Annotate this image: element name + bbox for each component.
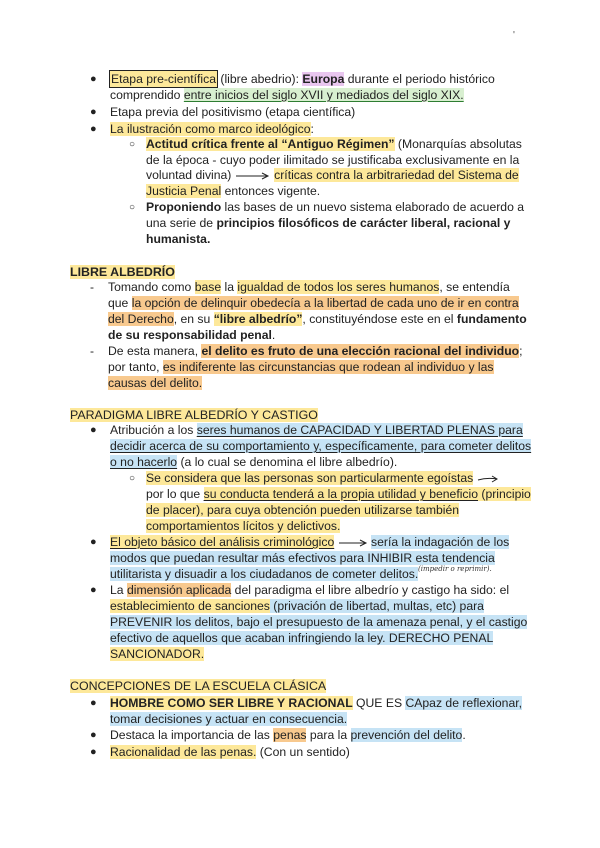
s1-bullet2: Etapa previa del positivismo (etapa científica) [110, 105, 356, 119]
s4-bullet1-line2: tomar decisiones y actuar en consecuencia. [110, 712, 348, 726]
s2-item1-line4: de su responsabilidad penal. [108, 328, 276, 342]
bullet-icon: ● [90, 584, 97, 596]
bullet-icon: ● [90, 536, 97, 548]
dash-bullet-icon: - [90, 344, 94, 358]
arrow-right-icon [477, 475, 499, 483]
s1-sub2-line1: Proponiendo las bases de un nuevo sistema elaborado de acuerdo a [146, 200, 525, 214]
s3-bullet1-line3: o no hacerlo (a lo cual se denomina el libre albedrío). [110, 455, 398, 469]
s3-bullet3-line1: La dimensión aplicada del paradigma el libre albedrío y castigo ha sido: el [110, 583, 510, 597]
s1-bullet3: La ilustración como marco ideológico: [110, 122, 314, 136]
bullet-icon: ● [90, 424, 97, 436]
arrow-right-icon [235, 172, 271, 180]
s1-bullet1-line1: Etapa pre-científica (libre abedrio): Europa durante el periodo histórico [111, 72, 495, 86]
s2-item1-line1: Tomando como base la igualdad de todos los seres humanos, se entendía [108, 280, 510, 294]
s4-bullet1-line1: HOMBRE COMO SER LIBRE Y RACIONAL QUE ES CApaz de reflexionar, [110, 696, 522, 710]
bullet-icon: ● [90, 123, 97, 135]
s3-bullet1-line2: decidir acerca de su comportamiento y, específicamente, para cometer delitos [110, 439, 532, 453]
s3-bullet3-line3: PREVENIR los delitos, bajo el presupuesto de la amenaza penal, y el castigo [110, 615, 528, 629]
s1-sub1-line2: de la época - cuyo poder ilimitado se justificaba exclusivamente en la [146, 153, 520, 167]
arrow-right-icon [338, 539, 368, 547]
dash-bullet-icon: - [90, 280, 94, 294]
s1-sub2-line3: humanista. [146, 232, 211, 246]
s1-sub1-line1: Actitud crítica frente al “Antiguo Régimen” (Monarquías absolutas [146, 137, 522, 151]
bullet-icon: ● [90, 106, 97, 118]
s2-item1-line3: del Derecho, en su “libre albedrío”, constituyéndose este en el fundamento [108, 312, 527, 326]
s1-sub1-line4: Justicia Penal entonces vigente. [146, 184, 321, 198]
s3-bullet1-line1: Atribución a los seres humanos de CAPACIDAD Y LIBERTAD PLENAS para [110, 423, 523, 437]
bullet-icon: ● [90, 746, 97, 758]
circle-bullet-icon: ○ [129, 202, 136, 213]
bullet-icon: ● [90, 73, 97, 85]
s3-bullet2-line2: modos que puedan resultar más efectivos para INHIBIR esta tendencia [110, 551, 495, 565]
s3-sub1-line3: de placer), para cuya obtención pueden utilizarse también [146, 503, 460, 517]
s3-bullet2-line1: El objeto básico del análisis criminológico sería la indagación de los [110, 535, 510, 549]
s3-sub1-line4: comportamientos lícitos y delictivos. [146, 519, 341, 533]
handwritten-note: (impedir o reprimir). [418, 565, 492, 573]
s3-bullet2-line3: utilitarista y disuadir a los ciudadanos de cometer delitos. [110, 567, 419, 581]
stray-mark: ' [513, 30, 515, 41]
s2-item2-line3: causas del delito. [108, 376, 203, 390]
circle-bullet-icon: ○ [129, 139, 136, 150]
s2-item2-line1: De esta manera, el delito es fruto de una elección racional del individuo; [108, 344, 523, 358]
term-europa: Europa [302, 72, 345, 86]
term-etapa-precientifica: Etapa pre-científica [111, 72, 217, 86]
heading-concepciones: CONCEPCIONES DE LA ESCUELA CLÁSICA [70, 679, 327, 693]
s4-bullet2: Destaca la importancia de las penas para la prevención del delito. [110, 728, 466, 742]
circle-bullet-icon: ○ [129, 473, 136, 484]
s3-bullet3-line5: SANCIONADOR. [110, 647, 205, 661]
heading-libre-albedrio: LIBRE ALBEDRÍO [70, 265, 175, 279]
bullet-icon: ● [90, 729, 97, 741]
s1-bullet1-line2: comprendido entre inicios del siglo XVII y mediados del siglo XIX. [110, 88, 464, 102]
s3-sub1-line1: Se considera que las personas son particularmente egoístas [146, 471, 499, 487]
s3-bullet3-line4: efectivo de aquellos que acaban infringiendo la ley. DERECHO PENAL [110, 631, 494, 645]
s2-item1-line2: que la opción de delinquir obedecía a la libertad de cada uno de ir en contra [108, 296, 519, 310]
s3-bullet3-line2: establecimiento de sanciones (privación de libertad, multas, etc) para [110, 599, 484, 613]
s3-sub1-line2: por lo que su conducta tenderá a la propia utilidad y beneficio (principio [146, 487, 531, 501]
s1-sub2-line2: una serie de principios filosóficos de carácter liberal, racional y [146, 216, 511, 230]
bullet-icon: ● [90, 697, 97, 709]
s1-sub1-line3: voluntad divina) críticas contra la arbitrariedad del Sistema de [146, 168, 519, 182]
s2-item2-line2: por tanto, es indiferente las circunstancias que rodean al individuo y las [108, 360, 494, 374]
heading-paradigma: PARADIGMA LIBRE ALBEDRÍO Y CASTIGO [70, 408, 318, 422]
s4-bullet3: Racionalidad de las penas. (Con un sentido) [110, 745, 350, 759]
